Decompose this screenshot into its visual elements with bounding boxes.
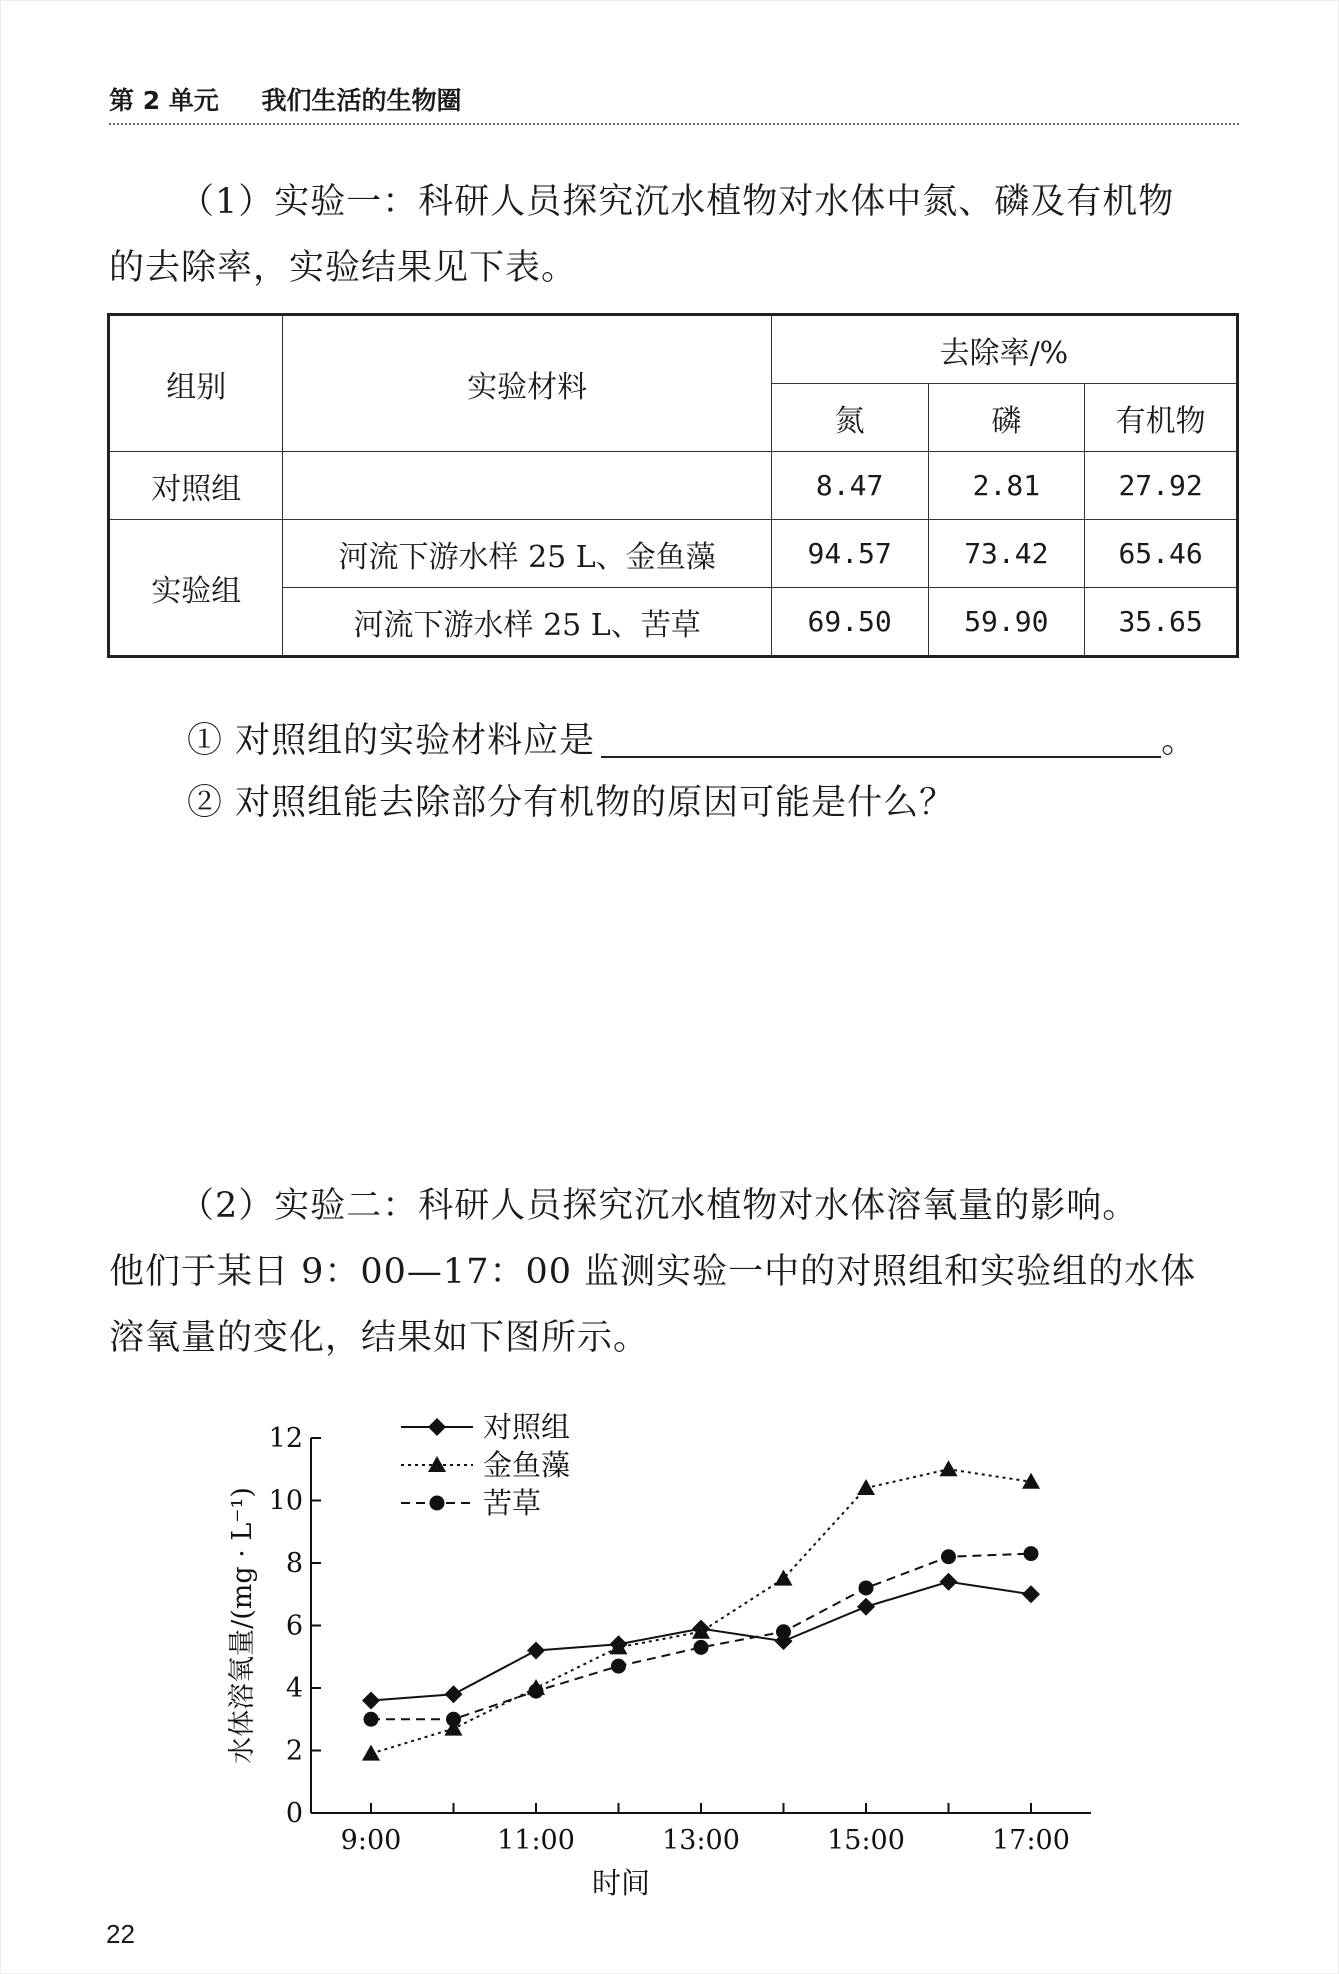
exp1-nitrogen: 94.57: [771, 520, 928, 588]
oxygen-line-chart: [201, 1401, 1141, 1901]
exp2-nitrogen: 69.50: [771, 588, 928, 657]
part1-line2: 的去除率，实验结果见下表。: [109, 248, 578, 288]
y-tick-label: 6: [285, 1610, 303, 1642]
x-tick-label: 13:00: [662, 1825, 740, 1856]
experiment-group-label: 实验组: [109, 520, 283, 657]
legend-label-2: 苦草: [483, 1486, 542, 1520]
data-point-0-0: [362, 1692, 380, 1710]
control-organic: 27.92: [1085, 452, 1238, 520]
part2-text: [109, 1173, 1239, 1371]
data-point-2-3: [611, 1659, 626, 1674]
part2-line2: 他们于某日 9：00—17：00 监测实验一中的对照组和实验组的水体: [109, 1252, 1197, 1292]
y-tick-label: 4: [285, 1673, 303, 1704]
part1-text: [109, 169, 1239, 301]
table-row: [109, 452, 1238, 520]
unit-label: 第 2 单元: [109, 86, 219, 115]
legend-label-1: 金鱼藻: [483, 1448, 571, 1482]
question-1: [187, 711, 1197, 771]
table-row: [109, 520, 1238, 588]
y-tick-label: 2: [285, 1735, 303, 1767]
x-tick-label: 9:00: [340, 1825, 402, 1856]
experiment-material-1: 河流下游水样 25 L、金鱼藻: [283, 520, 771, 588]
series-line-1: [371, 1469, 1031, 1753]
control-phosphorus: 2.81: [928, 452, 1085, 520]
exp2-organic: 35.65: [1085, 588, 1238, 657]
data-point-2-4: [694, 1640, 709, 1655]
x-tick-label: 11:00: [497, 1825, 575, 1856]
x-tick-label: 17:00: [992, 1825, 1070, 1856]
data-point-0-2: [527, 1642, 545, 1660]
header-rate: 去除率/%: [771, 315, 1237, 384]
control-group-label: 对照组: [109, 452, 283, 520]
x-tick-label: 15:00: [827, 1825, 905, 1856]
data-point-1-0: [362, 1745, 380, 1761]
data-point-0-1: [445, 1685, 463, 1703]
page-header: [109, 83, 1239, 125]
data-point-1-7: [940, 1460, 958, 1476]
exp1-phosphorus: 73.42: [928, 520, 1085, 588]
y-axis-title: 水体溶氧量/(mg · L⁻¹): [227, 1487, 258, 1764]
y-tick-label: 10: [268, 1485, 303, 1517]
data-point-2-7: [941, 1549, 956, 1564]
data-point-0-8: [1022, 1585, 1040, 1603]
data-point-2-8: [1024, 1546, 1039, 1561]
control-material: [283, 452, 771, 520]
exp1-organic: 65.46: [1085, 520, 1238, 588]
header-nitrogen: 氮: [771, 384, 928, 452]
question-2: ② 对照组能去除部分有机物的原因可能是什么？: [187, 783, 956, 823]
data-point-2-2: [529, 1684, 544, 1699]
results-table: [107, 313, 1239, 658]
experiment-material-2: 河流下游水样 25 L、苦草: [283, 588, 771, 657]
data-point-2-1: [446, 1712, 461, 1727]
page-number: 22: [106, 1919, 135, 1949]
part2-line1: （2）实验二：科研人员探究沉水植物对水体溶氧量的影响。: [179, 1186, 1139, 1226]
header-material: 实验材料: [283, 315, 771, 452]
part1-line1: （1）实验一：科研人员探究沉水植物对水体中氮、磷及有机物: [179, 182, 1175, 222]
y-tick-label: 12: [268, 1423, 303, 1454]
data-point-2-5: [776, 1624, 791, 1639]
question-1-end: 。: [1161, 721, 1198, 761]
part2-line3: 溶氧量的变化，结果如下图所示。: [109, 1318, 650, 1358]
header-organic: 有机物: [1085, 384, 1238, 452]
control-nitrogen: 8.47: [771, 452, 928, 520]
data-point-2-0: [364, 1712, 379, 1727]
answer-blank[interactable]: [601, 716, 1161, 758]
data-point-0-7: [940, 1573, 958, 1591]
y-tick-label: 0: [285, 1798, 303, 1829]
unit-title: 我们生活的生物圈: [261, 86, 462, 115]
header-group: 组别: [109, 315, 283, 452]
question-1-text: ① 对照组的实验材料应是: [187, 721, 596, 761]
data-point-0-6: [857, 1598, 875, 1616]
y-tick-label: 8: [285, 1548, 303, 1579]
legend-marker-0: [428, 1418, 446, 1436]
data-point-1-5: [775, 1570, 793, 1586]
x-axis-title: 时间: [591, 1866, 651, 1900]
legend-label-0: 对照组: [483, 1410, 571, 1444]
exp2-phosphorus: 59.90: [928, 588, 1085, 657]
data-point-2-6: [859, 1581, 874, 1596]
legend-marker-2: [430, 1496, 445, 1511]
header-phosphorus: 磷: [928, 384, 1085, 452]
